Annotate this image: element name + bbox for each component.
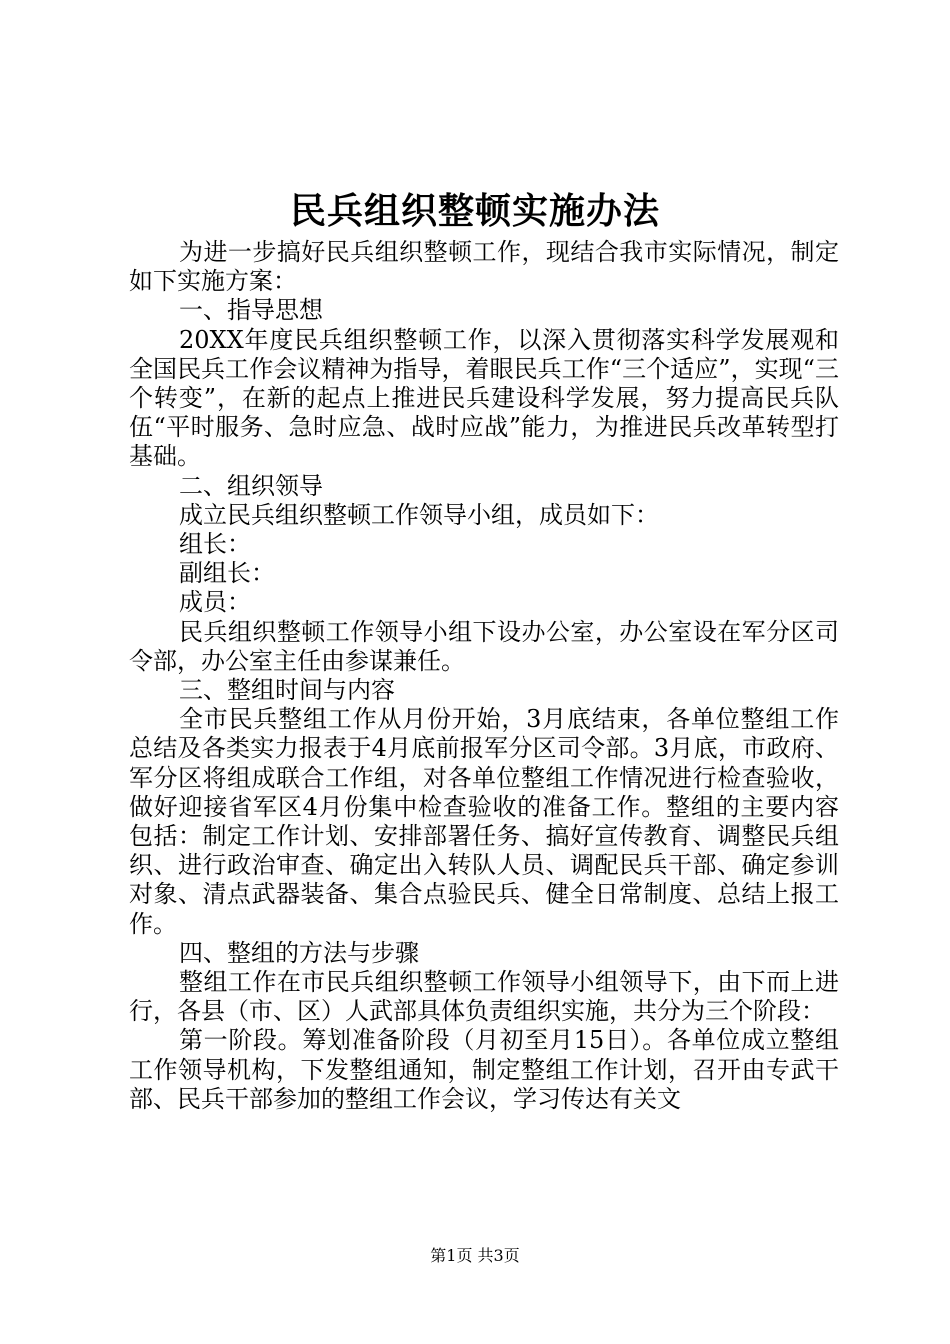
paragraph-guiding-ideology: 20XX年度民兵组织整顿工作，以深入贯彻落实科学发展观和全国民兵工作会议精神为指导，着眼民兵工作“三个适应”，实现“三个转变”，在新的起点上推进民兵建设科学发展，努力提高民兵队伍“平时服务、急时应急、战时应战”能力，为推进民兵改革转型打基础。 xyxy=(129,325,839,471)
section-heading-guiding-ideology: 一、指导思想 xyxy=(179,296,323,325)
section-heading-methods-steps: 四、整组的方法与步骤 xyxy=(179,938,419,967)
paragraph-office: 民兵组织整顿工作领导小组下设办公室，办公室设在军分区司令部，办公室主任由参谋兼任。 xyxy=(129,617,839,675)
section-heading-time-content: 三、整组时间与内容 xyxy=(179,676,395,705)
line-deputy-leader: 副组长： xyxy=(179,559,275,588)
paragraph-leading-group: 成立民兵组织整顿工作领导小组，成员如下： xyxy=(179,500,659,529)
paragraph-time-content: 全市民兵整组工作从月份开始，3月底结束，各单位整组工作总结及各类实力报表于4月底前报军分区司令部。3月底，市政府、军分区将组成联合工作组，对各单位整组工作情况进行检查验收，做好迎接省军区4月份集中检查验收的准备工作。整组的主要内容包括：制定工作计划、安排部署任务、搞好宣传教育、调整民兵组织、进行政治审查、确定出入转队人员、调配民兵干部、确定参训对象、清点武器装备、集合点验民兵、健全日常制度、总结上报工作。 xyxy=(129,705,839,938)
document-body xyxy=(129,238,839,1114)
document-title: 民兵组织整顿实施办法 xyxy=(289,190,660,232)
paragraph-intro: 为进一步搞好民兵组织整顿工作，现结合我市实际情况，制定如下实施方案： xyxy=(129,238,839,296)
section-heading-organization: 二、组织领导 xyxy=(179,471,323,500)
line-group-leader: 组长： xyxy=(179,530,251,559)
paragraph-phase-one: 第一阶段。筹划准备阶段（月初至月15日）。各单位成立整组工作领导机构，下发整组通知，制定整组工作计划，召开由专武干部、民兵干部参加的整组工作会议，学习传达有关文 xyxy=(129,1026,839,1113)
page-footer: 第1页 共3页 xyxy=(430,1246,520,1265)
line-members: 成员： xyxy=(179,588,251,617)
paragraph-methods-steps: 整组工作在市民兵组织整顿工作领导小组领导下，由下而上进行，各县（市、区）人武部具体负责组织实施，共分为三个阶段： xyxy=(129,968,839,1026)
